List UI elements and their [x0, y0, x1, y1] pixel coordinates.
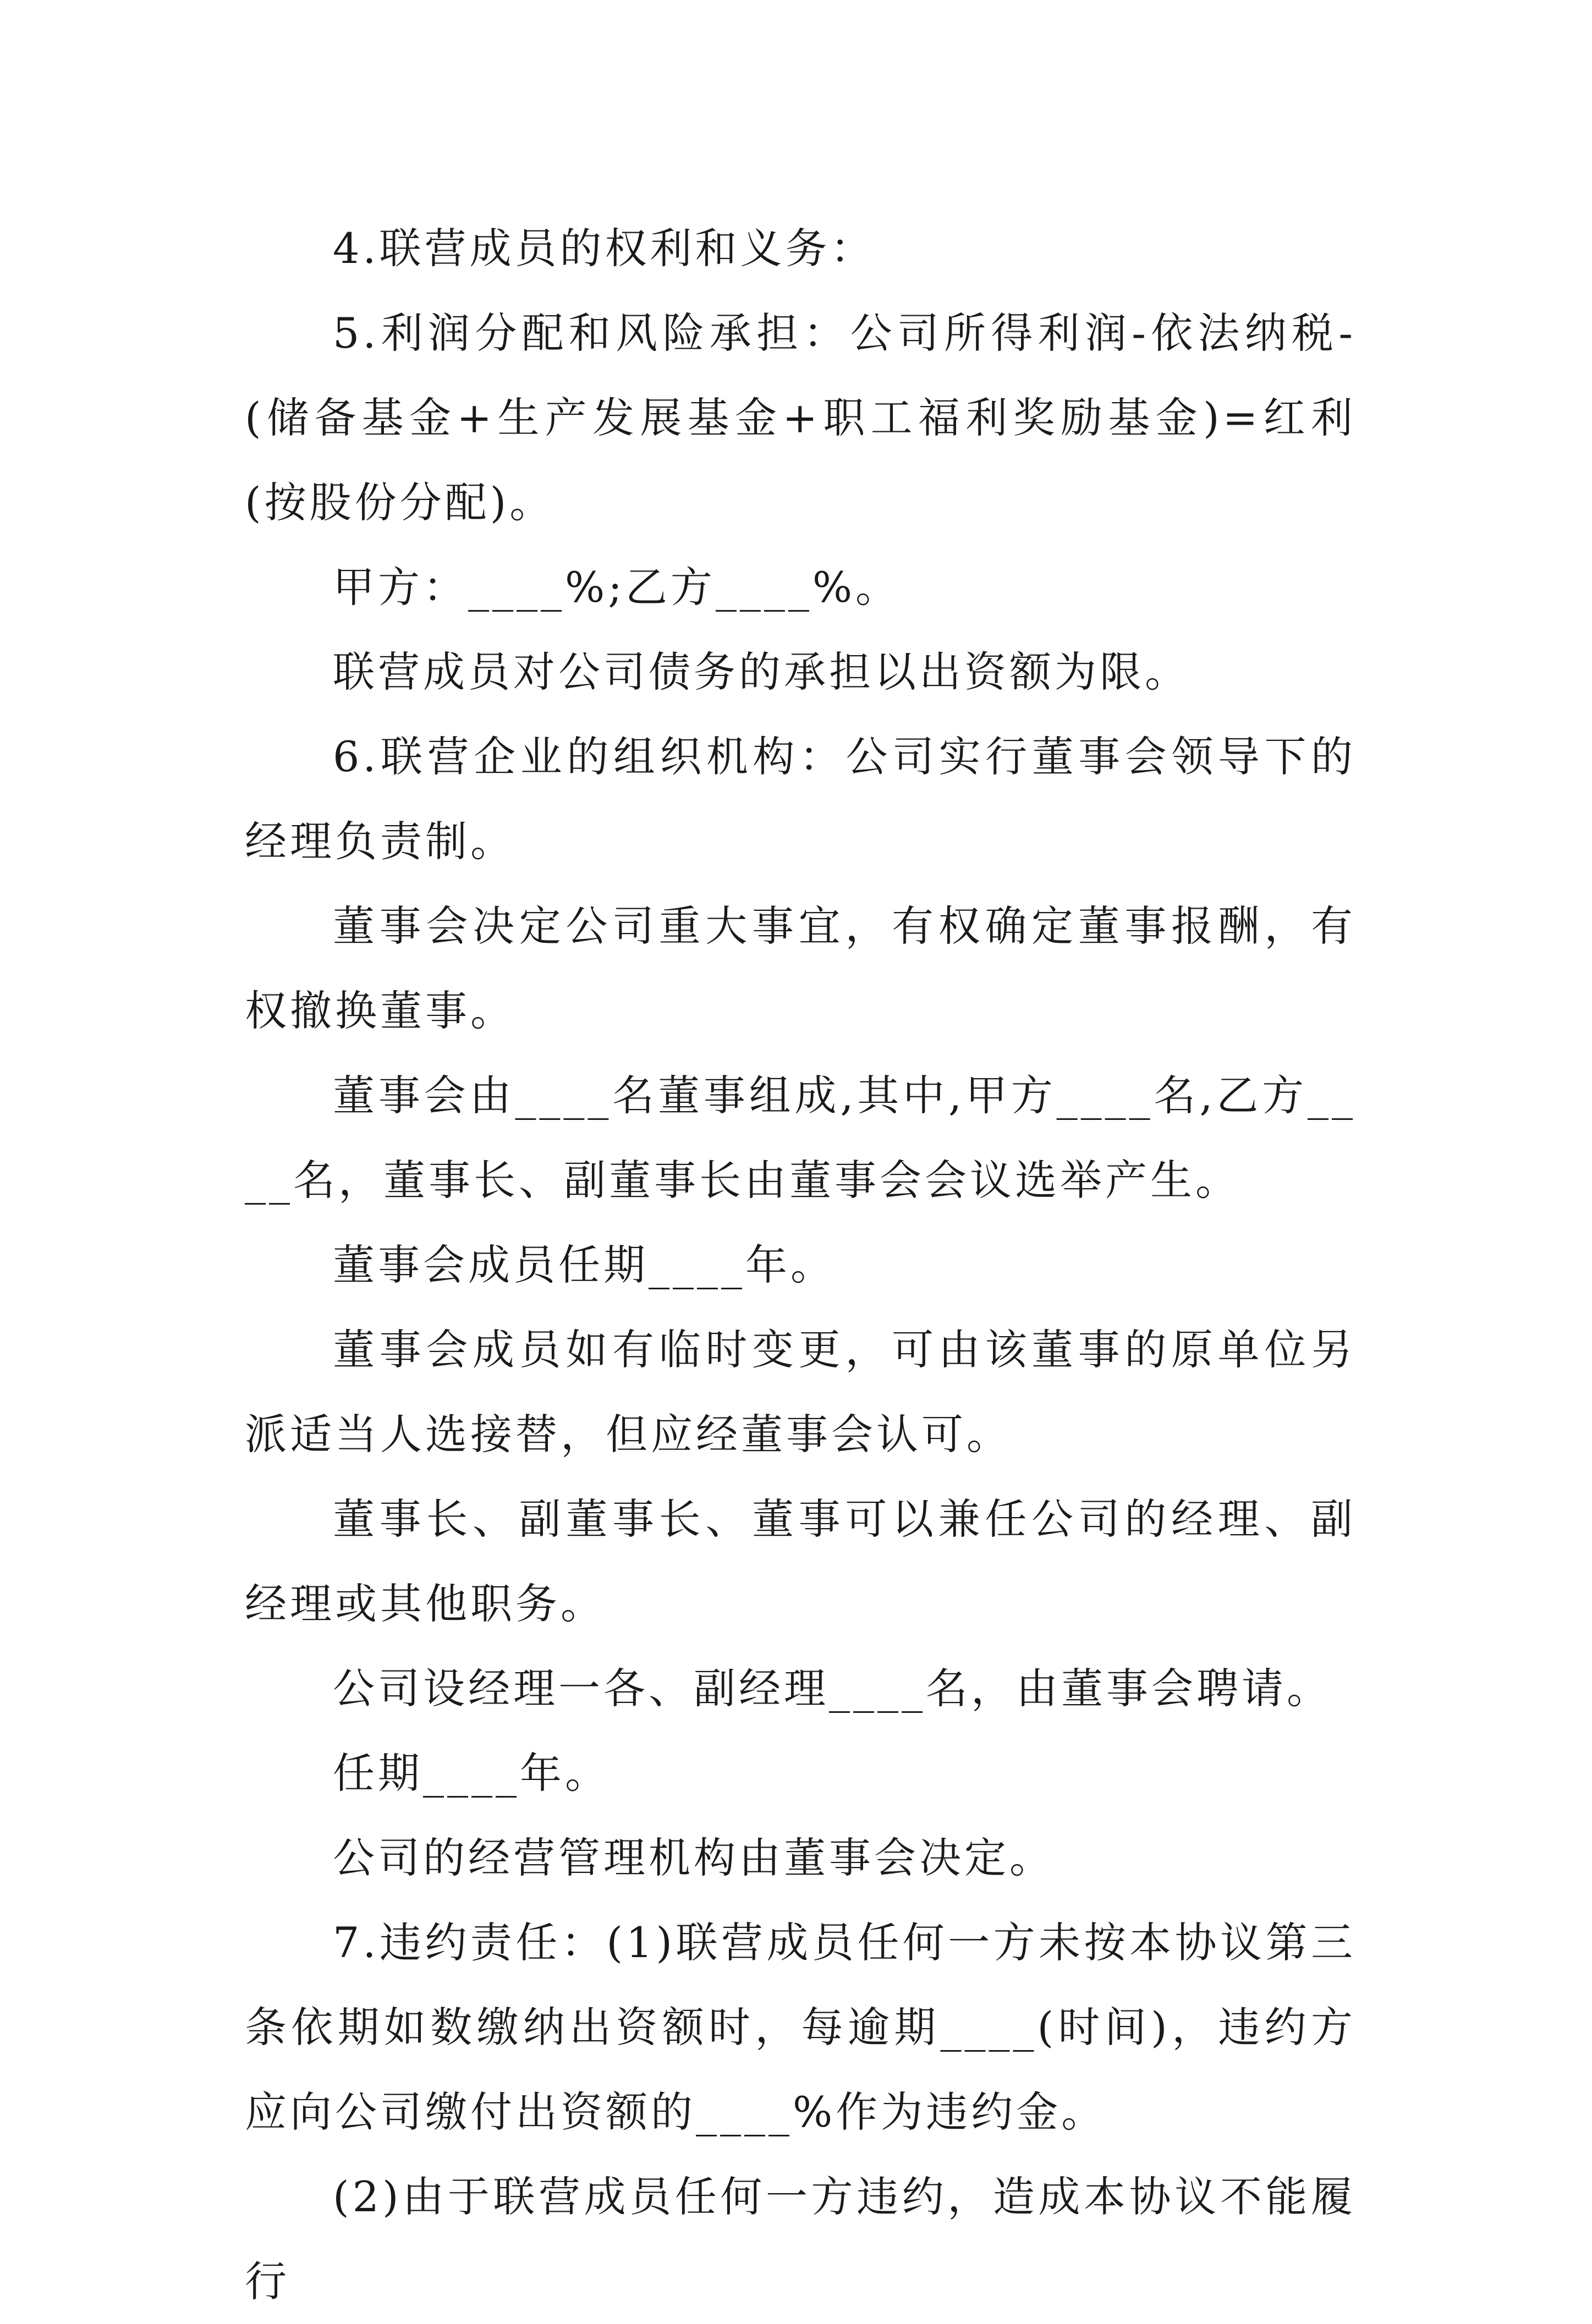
paragraph-board-term: 董事会成员任期____年。 [333, 1240, 836, 1289]
paragraph-share-ratio: 甲方：____%;乙方____%。 [333, 563, 901, 612]
paragraph-board-replacement: 董事会成员如有临时变更，可由该董事的原单位另派适当人选接替，但应经董事会认可。 [245, 1325, 1356, 1459]
paragraph-breach-nonperformance: (2)由于联营成员任何一方违约，造成本协议不能履行 [245, 2172, 1356, 2306]
paragraph-concurrent-posts: 董事长、副董事长、董事可以兼任公司的经理、副经理或其他职务。 [245, 1495, 1356, 1628]
document-body [245, 206, 1356, 2324]
paragraph-profit-distribution: 5.利润分配和风险承担：公司所得利润-依法纳税-(储备基金+生产发展基金+职工福利奖励基金)=红利(按股份分配)。 [245, 309, 1356, 527]
paragraph-board-composition: 董事会由____名董事组成,其中,甲方____名,乙方____名，董事长、副董事长由董事会会议选举产生。 [245, 1071, 1356, 1205]
paragraph-debt-liability: 联营成员对公司债务的承担以出资额为限。 [333, 647, 1190, 696]
paragraph-board-powers: 董事会决定公司重大事宜，有权确定董事报酬，有权撤换董事。 [245, 902, 1356, 1035]
paragraph-breach-liability: 7.违约责任：(1)联营成员任何一方未按本协议第三条依期如数缴纳出资额时，每逾期____(时间)，违约方应向公司缴付出资额的____%作为违约金。 [245, 1918, 1356, 2136]
paragraph-manager-appointment: 公司设经理一各、副经理____名，由董事会聘请。 [333, 1664, 1332, 1713]
paragraph-management-structure: 公司的经营管理机构由董事会决定。 [333, 1833, 1055, 1882]
paragraph-manager-term: 任期____年。 [333, 1749, 610, 1798]
paragraph-rights-obligations: 4.联营成员的权利和义务： [333, 224, 876, 273]
paragraph-organization: 6.联营企业的组织机构：公司实行董事会领导下的经理负责制。 [245, 732, 1356, 866]
